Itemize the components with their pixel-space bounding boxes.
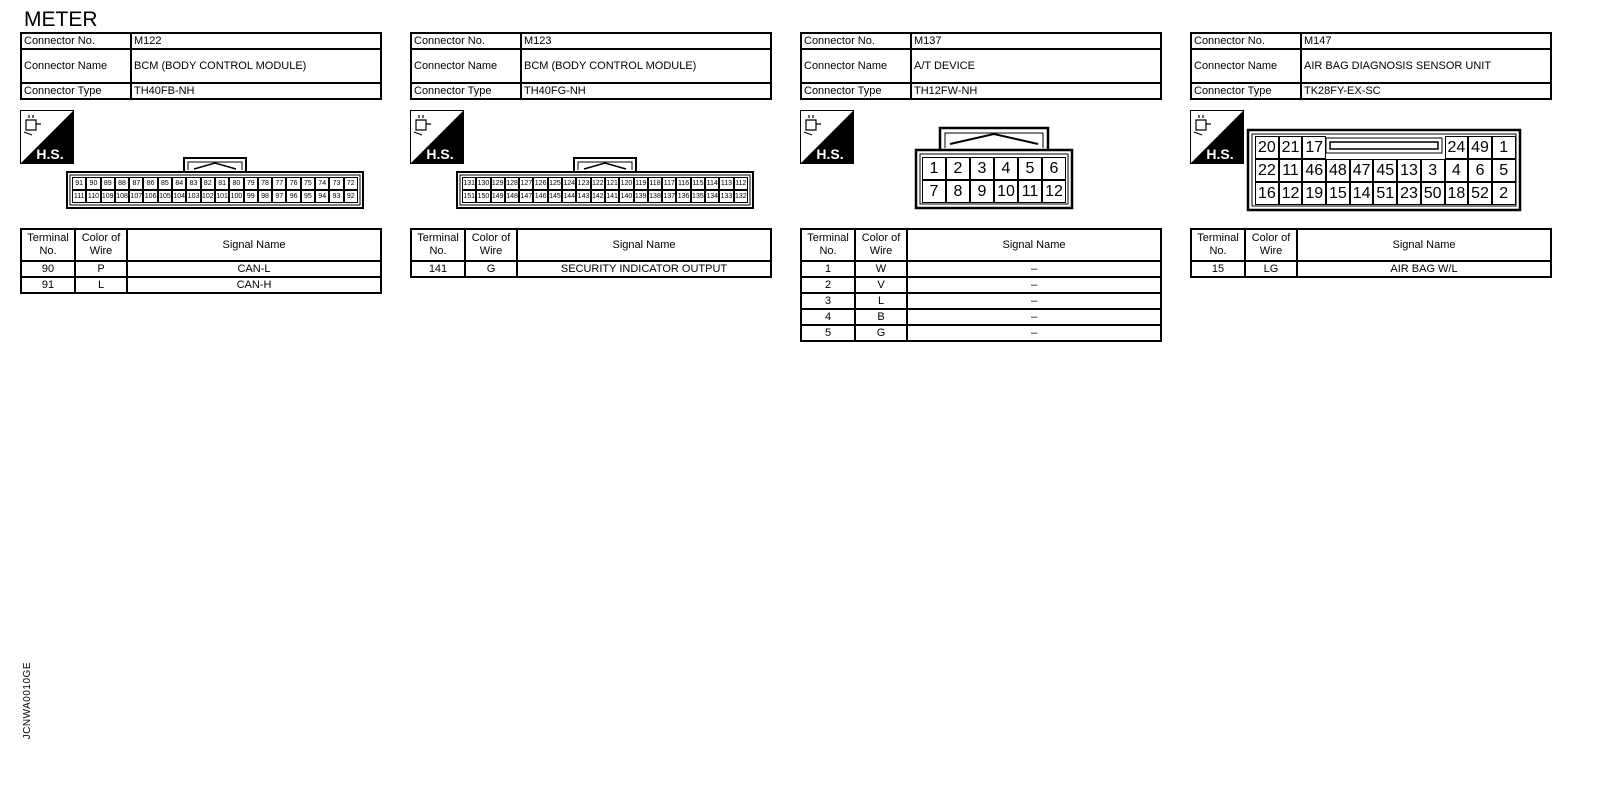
terminal-no-header: Terminal No.: [801, 229, 855, 261]
pin-cell: 78: [258, 177, 272, 190]
pin-cell: 92: [344, 190, 358, 203]
pin-cell: 91: [72, 177, 86, 190]
connector-type-label: Connector Type: [801, 83, 911, 99]
pin-cell: 109: [101, 190, 115, 203]
signal-name-header: Signal Name: [907, 229, 1161, 261]
connector-name-value: A/T DEVICE: [911, 49, 1161, 83]
pin-cell: 49: [1468, 136, 1492, 159]
harness-side-icon: [800, 110, 854, 164]
pin-cell: 5: [1492, 159, 1516, 182]
connector-name-label: Connector Name: [21, 49, 131, 83]
pin-cell: 138: [648, 190, 662, 203]
table-row: [801, 261, 1161, 277]
pin-cell: 103: [186, 190, 200, 203]
wire-color-cell: V: [855, 277, 907, 293]
pin-cell: 131: [462, 177, 476, 190]
pin-cell: 125: [548, 177, 562, 190]
pin-cell: 102: [201, 190, 215, 203]
pin-cell: 88: [115, 177, 129, 190]
table-row: [801, 277, 1161, 293]
connector-name-label: Connector Name: [1191, 49, 1301, 83]
terminal-no-cell: 4: [801, 309, 855, 325]
pin-cell: 4: [1445, 159, 1469, 182]
terminal-no-cell: 90: [21, 261, 75, 277]
wire-color-cell: LG: [1245, 261, 1297, 277]
connector-no-label: Connector No.: [21, 33, 131, 49]
pin-cell: 84: [172, 177, 186, 190]
pin-cell: 143: [576, 190, 590, 203]
pin-cell: 13: [1397, 159, 1421, 182]
wire-color-cell: G: [855, 325, 907, 341]
pin-cell: 147: [519, 190, 533, 203]
pin-cell: 140: [619, 190, 633, 203]
signal-name-cell: –: [907, 293, 1161, 309]
connector-type-value: TH40FG-NH: [521, 83, 771, 99]
pin-cell: 3: [1421, 159, 1445, 182]
table-row: [411, 261, 771, 277]
pin-cell: 8: [946, 180, 970, 203]
pin-cell: 122: [591, 177, 605, 190]
pin-cell: 72: [344, 177, 358, 190]
pin-cell: 117: [662, 177, 676, 190]
table-row: [801, 325, 1161, 341]
connector-header-table: [800, 32, 1162, 100]
pin-cell: 126: [533, 177, 547, 190]
connector-header-table: [20, 32, 382, 100]
pin-cell: 48: [1326, 159, 1350, 182]
signal-name-cell: –: [907, 325, 1161, 341]
connector-name-label: Connector Name: [801, 49, 911, 83]
wire-color-cell: G: [465, 261, 517, 277]
terminal-table: [1190, 228, 1552, 278]
pin-cell: 51: [1373, 182, 1397, 205]
color-of-wire-header: Color of Wire: [855, 229, 907, 261]
terminal-no-header: Terminal No.: [21, 229, 75, 261]
pin-cell: 94: [315, 190, 329, 203]
connector-type-label: Connector Type: [21, 83, 131, 99]
pin-cell: 77: [272, 177, 286, 190]
pin-cell: 96: [286, 190, 300, 203]
pin-cell: 128: [505, 177, 519, 190]
terminal-no-cell: 2: [801, 277, 855, 293]
pin-cell: 74: [315, 177, 329, 190]
pin-cell: 129: [491, 177, 505, 190]
pin-cell: 130: [476, 177, 490, 190]
pin-cell: 113: [719, 177, 733, 190]
pin-cell: 106: [143, 190, 157, 203]
pin-cell: 2: [946, 157, 970, 180]
pin-cell: 100: [229, 190, 243, 203]
connector-m123: [410, 32, 772, 278]
pin-cell: 85: [158, 177, 172, 190]
terminal-no-header: Terminal No.: [1191, 229, 1245, 261]
pin-cell: 82: [201, 177, 215, 190]
pin-cell: 45: [1373, 159, 1397, 182]
connector-m147: [1190, 32, 1552, 278]
pin-cell: 148: [505, 190, 519, 203]
connector-pin-diagram: [410, 100, 772, 222]
pin-cell: 118: [648, 177, 662, 190]
pin-cell: 23: [1397, 182, 1421, 205]
table-row: [801, 309, 1161, 325]
connector-m137: [800, 32, 1162, 342]
pin-cell: 22: [1255, 159, 1279, 182]
pin-cell: 16: [1255, 182, 1279, 205]
table-row: [1191, 261, 1551, 277]
connector-type-value: TK28FY-EX-SC: [1301, 83, 1551, 99]
table-row: [21, 261, 381, 277]
pin-cell: 116: [676, 177, 690, 190]
pin-cell: 10: [994, 180, 1018, 203]
pin-cell: 2: [1492, 182, 1516, 205]
connector-pin-diagram: [800, 100, 1162, 222]
table-row: [801, 293, 1161, 309]
pin-cell: 144: [562, 190, 576, 203]
wire-color-cell: P: [75, 261, 127, 277]
wire-color-cell: L: [75, 277, 127, 293]
pin-cell: 5: [1018, 157, 1042, 180]
pin-cell: 123: [576, 177, 590, 190]
svg-text:H.S.: H.S.: [36, 146, 64, 162]
pin-cell: 120: [619, 177, 633, 190]
pin-cell: 20: [1255, 136, 1279, 159]
connector-pin-diagram: [20, 100, 382, 222]
terminal-no-header: Terminal No.: [411, 229, 465, 261]
terminal-table: [20, 228, 382, 294]
connector-no-label: Connector No.: [1191, 33, 1301, 49]
harness-side-icon: [1190, 110, 1244, 164]
pin-cell: 134: [705, 190, 719, 203]
pin-cell: 151: [462, 190, 476, 203]
connector-name-value: AIR BAG DIAGNOSIS SENSOR UNIT: [1301, 49, 1551, 83]
pin-grid: [72, 177, 358, 203]
pin-cell: 95: [301, 190, 315, 203]
terminal-no-cell: 15: [1191, 261, 1245, 277]
pin-cell: 19: [1302, 182, 1326, 205]
pin-cell: 7: [922, 180, 946, 203]
pin-cell: 111: [72, 190, 86, 203]
pin-cell: 24: [1445, 136, 1469, 159]
signal-name-header: Signal Name: [517, 229, 771, 261]
connector-no-value: M122: [131, 33, 381, 49]
pin-cell: 12: [1042, 180, 1066, 203]
table-row: [21, 277, 381, 293]
signal-name-cell: CAN-L: [127, 261, 381, 277]
pin-cell: 90: [86, 177, 100, 190]
pin-cell: 81: [215, 177, 229, 190]
pin-cell: 3: [970, 157, 994, 180]
connector-header-table: [410, 32, 772, 100]
pin-cell: 110: [86, 190, 100, 203]
pin-cell: 136: [676, 190, 690, 203]
terminal-table: [800, 228, 1162, 342]
terminal-no-cell: 141: [411, 261, 465, 277]
pin-cell: 75: [301, 177, 315, 190]
pin-cell: 108: [115, 190, 129, 203]
pin-cell: 105: [158, 190, 172, 203]
terminal-no-cell: 91: [21, 277, 75, 293]
connector-no-value: M137: [911, 33, 1161, 49]
signal-name-header: Signal Name: [127, 229, 381, 261]
pin-grid: [922, 157, 1066, 203]
pin-cell: 11: [1018, 180, 1042, 203]
pin-cell: 121: [605, 177, 619, 190]
pin-cell: 135: [691, 190, 705, 203]
pin-cell: 46: [1302, 159, 1326, 182]
svg-text:H.S.: H.S.: [426, 146, 454, 162]
pin-cell: 1: [922, 157, 946, 180]
page-title: METER: [24, 8, 98, 31]
wire-color-cell: L: [855, 293, 907, 309]
connector-type-value: TH40FB-NH: [131, 83, 381, 99]
pin-cell: 99: [244, 190, 258, 203]
pin-cell: 139: [634, 190, 648, 203]
pin-grid: [1255, 136, 1516, 205]
pin-cell: 98: [258, 190, 272, 203]
pin-cell: 21: [1279, 136, 1303, 159]
wire-color-cell: B: [855, 309, 907, 325]
signal-name-header: Signal Name: [1297, 229, 1551, 261]
pin-cell: 6: [1468, 159, 1492, 182]
pin-cell: 145: [548, 190, 562, 203]
pin-cell: 149: [491, 190, 505, 203]
pin-cell: 79: [244, 177, 258, 190]
pin-grid: [462, 177, 748, 203]
pin-cell: 6: [1042, 157, 1066, 180]
pin-cell: 87: [129, 177, 143, 190]
pin-cell: 115: [691, 177, 705, 190]
terminal-no-cell: 3: [801, 293, 855, 309]
pin-cell: 14: [1350, 182, 1374, 205]
pin-cell: 18: [1445, 182, 1469, 205]
pin-cell: 52: [1468, 182, 1492, 205]
pin-cell: 133: [719, 190, 733, 203]
color-of-wire-header: Color of Wire: [465, 229, 517, 261]
color-of-wire-header: Color of Wire: [75, 229, 127, 261]
pin-cell: 119: [634, 177, 648, 190]
connector-name-label: Connector Name: [411, 49, 521, 83]
pin-cell: 11: [1279, 159, 1303, 182]
connector-type-label: Connector Type: [411, 83, 521, 99]
pin-cell: 47: [1350, 159, 1374, 182]
pin-cell: 9: [970, 180, 994, 203]
pin-cell: 141: [605, 190, 619, 203]
color-of-wire-header: Color of Wire: [1245, 229, 1297, 261]
pin-cell: 1: [1492, 136, 1516, 159]
pin-cell: 50: [1421, 182, 1445, 205]
pin-cell: 12: [1279, 182, 1303, 205]
signal-name-cell: –: [907, 261, 1161, 277]
connector-m122: [20, 32, 382, 294]
terminal-no-cell: 5: [801, 325, 855, 341]
pin-cell: 150: [476, 190, 490, 203]
connector-name-value: BCM (BODY CONTROL MODULE): [521, 49, 771, 83]
pin-cell: 93: [329, 190, 343, 203]
terminal-no-cell: 1: [801, 261, 855, 277]
wire-color-cell: W: [855, 261, 907, 277]
pin-cell: 137: [662, 190, 676, 203]
connector-no-label: Connector No.: [411, 33, 521, 49]
connector-no-value: M123: [521, 33, 771, 49]
pin-cell: 80: [229, 177, 243, 190]
pin-cell: 97: [272, 190, 286, 203]
connector-pin-diagram: [1190, 100, 1552, 222]
pin-cell: 86: [143, 177, 157, 190]
pin-cell: 101: [215, 190, 229, 203]
connector-type-value: TH12FW-NH: [911, 83, 1161, 99]
pin-cell: 112: [734, 177, 748, 190]
signal-name-cell: SECURITY INDICATOR OUTPUT: [517, 261, 771, 277]
pin-cell: 107: [129, 190, 143, 203]
connector-no-value: M147: [1301, 33, 1551, 49]
pin-cell: 124: [562, 177, 576, 190]
connector-name-value: BCM (BODY CONTROL MODULE): [131, 49, 381, 83]
pin-cell: 15: [1326, 182, 1350, 205]
pin-cell: 114: [705, 177, 719, 190]
pin-cell: 142: [591, 190, 605, 203]
pin-cell: 83: [186, 177, 200, 190]
svg-text:H.S.: H.S.: [1206, 146, 1234, 162]
signal-name-cell: CAN-H: [127, 277, 381, 293]
pin-cell: 127: [519, 177, 533, 190]
terminal-table: [410, 228, 772, 278]
pin-cell: 104: [172, 190, 186, 203]
pin-cell: 17: [1302, 136, 1326, 159]
connector-no-label: Connector No.: [801, 33, 911, 49]
pin-cell: 76: [286, 177, 300, 190]
connector-header-table: [1190, 32, 1552, 100]
pin-cell: 73: [329, 177, 343, 190]
connector-type-label: Connector Type: [1191, 83, 1301, 99]
pin-cell: 89: [101, 177, 115, 190]
image-code: JCNWA0010GE: [22, 662, 33, 740]
svg-text:H.S.: H.S.: [816, 146, 844, 162]
pin-cell: 4: [994, 157, 1018, 180]
signal-name-cell: –: [907, 309, 1161, 325]
signal-name-cell: –: [907, 277, 1161, 293]
signal-name-cell: AIR BAG W/L: [1297, 261, 1551, 277]
pin-cell: 146: [533, 190, 547, 203]
pin-cell: 132: [734, 190, 748, 203]
